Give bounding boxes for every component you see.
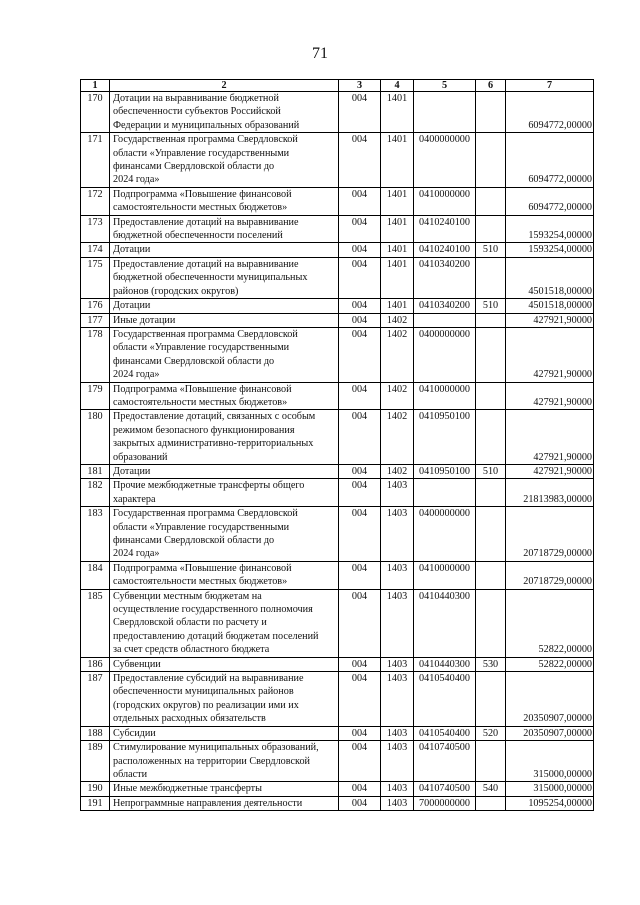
section-code: 1403	[381, 657, 414, 671]
amount: 20350907,00000	[506, 726, 594, 740]
expense-type-code	[476, 215, 506, 243]
description-line: самостоятельности местных бюджетов»	[113, 202, 288, 214]
table-row	[81, 243, 594, 257]
expense-type-code: 520	[476, 726, 506, 740]
row-description	[110, 382, 339, 410]
description-line: Предоставление дотаций на выравнивание	[113, 258, 299, 270]
table-row	[81, 561, 594, 589]
table-row	[81, 92, 594, 133]
row-number: 191	[81, 796, 110, 810]
column-header-6: 6	[476, 80, 506, 92]
target-article-code: 0410000000	[414, 561, 476, 589]
description-line: Иные межбюджетные трансферты	[113, 783, 262, 795]
amount: 427921,90000	[506, 313, 594, 327]
column-header-7: 7	[506, 80, 594, 92]
table-row	[81, 257, 594, 298]
expense-type-code	[476, 479, 506, 507]
description-line: бюджетной обеспеченности поселений	[113, 230, 283, 242]
amount: 6094772,00000	[506, 92, 594, 133]
section-code: 1403	[381, 726, 414, 740]
description-line: области	[113, 768, 148, 780]
description-line: обеспеченности муниципальных районов	[113, 686, 294, 698]
section-code: 1401	[381, 257, 414, 298]
target-article-code: 0410740500	[414, 782, 476, 796]
amount: 1593254,00000	[506, 215, 594, 243]
table-row	[81, 215, 594, 243]
expense-type-code: 510	[476, 299, 506, 313]
amount: 315000,00000	[506, 782, 594, 796]
target-article-code: 0410440300	[414, 589, 476, 657]
ministry-code: 004	[339, 507, 381, 562]
column-header-3: 3	[339, 80, 381, 92]
table-row	[81, 299, 594, 313]
table-row	[81, 726, 594, 740]
row-description	[110, 657, 339, 671]
expense-type-code	[476, 507, 506, 562]
section-code: 1402	[381, 410, 414, 465]
description-line: финансами Свердловской области до	[113, 161, 275, 173]
description-line: Непрограммные направления деятельности	[113, 797, 303, 809]
description-line: (городских округов) по реализации ими их	[113, 699, 299, 711]
description-line: отдельных расходных обязательств	[113, 713, 266, 725]
section-code: 1401	[381, 299, 414, 313]
row-description	[110, 133, 339, 188]
target-article-code: 0410240100	[414, 215, 476, 243]
ministry-code: 004	[339, 313, 381, 327]
row-number: 171	[81, 133, 110, 188]
target-article-code: 0400000000	[414, 327, 476, 382]
section-code: 1401	[381, 243, 414, 257]
table-row	[81, 741, 594, 782]
section-code: 1403	[381, 507, 414, 562]
expense-type-code	[476, 133, 506, 188]
column-header-2: 2	[110, 80, 339, 92]
ministry-code: 004	[339, 243, 381, 257]
description-line: за счет средств областного бюджета	[113, 644, 270, 656]
description-line: Государственная программа Свердловской	[113, 508, 298, 520]
expense-type-code	[476, 410, 506, 465]
description-line: районов (городских округов)	[113, 285, 239, 297]
description-line: Прочие межбюджетные трансферты общего	[113, 480, 305, 492]
description-line: режимом безопасного функционирования	[113, 424, 295, 436]
expense-type-code: 540	[476, 782, 506, 796]
row-number: 174	[81, 243, 110, 257]
row-description	[110, 243, 339, 257]
page-number: 71	[312, 45, 328, 62]
target-article-code: 0400000000	[414, 507, 476, 562]
row-description	[110, 257, 339, 298]
expense-type-code	[476, 561, 506, 589]
table-row	[81, 464, 594, 478]
ministry-code: 004	[339, 327, 381, 382]
section-code: 1403	[381, 741, 414, 782]
row-number: 182	[81, 479, 110, 507]
description-line: Государственная программа Свердловской	[113, 328, 298, 340]
description-line: области «Управление государственными	[113, 521, 290, 533]
table-header-row	[81, 80, 594, 92]
ministry-code: 004	[339, 796, 381, 810]
row-number: 173	[81, 215, 110, 243]
section-code: 1402	[381, 313, 414, 327]
expense-type-code	[476, 589, 506, 657]
row-description	[110, 479, 339, 507]
ministry-code: 004	[339, 657, 381, 671]
ministry-code: 004	[339, 187, 381, 215]
description-line: Дотации	[113, 244, 151, 256]
expense-type-code	[476, 187, 506, 215]
amount: 427921,90000	[506, 410, 594, 465]
row-number: 187	[81, 672, 110, 727]
ministry-code: 004	[339, 299, 381, 313]
ministry-code: 004	[339, 215, 381, 243]
target-article-code: 0410340200	[414, 299, 476, 313]
description-line: Федерации и муниципальных образований	[113, 119, 300, 131]
target-article-code: 0410000000	[414, 382, 476, 410]
table-row	[81, 479, 594, 507]
row-description	[110, 507, 339, 562]
table-row	[81, 672, 594, 727]
description-line: Субвенции местным бюджетам на	[113, 590, 262, 602]
table-row	[81, 410, 594, 465]
ministry-code: 004	[339, 479, 381, 507]
amount: 315000,00000	[506, 741, 594, 782]
amount: 427921,90000	[506, 327, 594, 382]
ministry-code: 004	[339, 133, 381, 188]
row-number: 179	[81, 382, 110, 410]
description-line: Субсидии	[113, 727, 156, 739]
table-row	[81, 187, 594, 215]
section-code: 1402	[381, 382, 414, 410]
row-number: 181	[81, 464, 110, 478]
row-number: 180	[81, 410, 110, 465]
target-article-code: 0410240100	[414, 243, 476, 257]
ministry-code: 004	[339, 561, 381, 589]
amount: 52822,00000	[506, 657, 594, 671]
description-line: Предоставление дотаций, связанных с особым	[113, 411, 316, 423]
description-line: самостоятельности местных бюджетов»	[113, 396, 288, 408]
row-description	[110, 410, 339, 465]
row-description	[110, 187, 339, 215]
section-code: 1403	[381, 782, 414, 796]
table-row	[81, 507, 594, 562]
row-description	[110, 299, 339, 313]
target-article-code: 0410340200	[414, 257, 476, 298]
expense-type-code	[476, 796, 506, 810]
expense-type-code	[476, 327, 506, 382]
table-row	[81, 327, 594, 382]
description-line: Государственная программа Свердловской	[113, 134, 298, 146]
row-description	[110, 726, 339, 740]
column-header-4: 4	[381, 80, 414, 92]
expense-type-code	[476, 257, 506, 298]
row-number: 183	[81, 507, 110, 562]
row-description	[110, 782, 339, 796]
row-description	[110, 215, 339, 243]
expense-type-code	[476, 741, 506, 782]
row-description	[110, 672, 339, 727]
section-code: 1401	[381, 187, 414, 215]
ministry-code: 004	[339, 782, 381, 796]
section-code: 1403	[381, 672, 414, 727]
row-description	[110, 561, 339, 589]
description-line: Субвенции	[113, 658, 161, 670]
section-code: 1401	[381, 133, 414, 188]
ministry-code: 004	[339, 726, 381, 740]
row-number: 177	[81, 313, 110, 327]
expense-type-code: 530	[476, 657, 506, 671]
table-row	[81, 589, 594, 657]
description-line: финансами Свердловской области до	[113, 535, 275, 546]
expense-type-code: 510	[476, 243, 506, 257]
description-line: Предоставление дотаций на выравнивание	[113, 216, 299, 228]
amount: 21813983,00000	[506, 479, 594, 507]
ministry-code: 004	[339, 464, 381, 478]
row-description	[110, 741, 339, 782]
row-number: 172	[81, 187, 110, 215]
amount: 4501518,00000	[506, 299, 594, 313]
expense-type-code	[476, 313, 506, 327]
description-line: Свердловской области по расчету и	[113, 617, 267, 629]
section-code: 1401	[381, 215, 414, 243]
row-description	[110, 796, 339, 810]
description-line: 2024 года»	[113, 548, 160, 560]
target-article-code: 0410950100	[414, 410, 476, 465]
section-code: 1403	[381, 796, 414, 810]
amount: 1095254,00000	[506, 796, 594, 810]
description-line: Иные дотации	[113, 314, 176, 326]
expense-type-code	[476, 382, 506, 410]
row-number: 188	[81, 726, 110, 740]
expense-type-code: 510	[476, 464, 506, 478]
amount: 6094772,00000	[506, 133, 594, 188]
table-row	[81, 133, 594, 188]
row-number: 186	[81, 657, 110, 671]
target-article-code: 0410950100	[414, 464, 476, 478]
section-code: 1403	[381, 561, 414, 589]
budget-table	[80, 79, 594, 811]
description-line: Подпрограмма «Повышение финансовой	[113, 562, 292, 574]
description-line: обеспеченности субъектов Российской	[113, 106, 281, 118]
description-line: Предоставление субсидий на выравнивание	[113, 673, 304, 685]
table-row	[81, 657, 594, 671]
description-line: закрытых административно-территориальных	[113, 438, 314, 450]
table-row	[81, 313, 594, 327]
amount: 427921,90000	[506, 382, 594, 410]
section-code: 1403	[381, 589, 414, 657]
table-body	[81, 92, 594, 811]
description-line: Дотации	[113, 300, 151, 312]
description-line: финансами Свердловской области до	[113, 355, 275, 367]
row-number: 190	[81, 782, 110, 796]
ministry-code: 004	[339, 741, 381, 782]
row-description	[110, 589, 339, 657]
target-article-code: 0410740500	[414, 741, 476, 782]
target-article-code: 0410000000	[414, 187, 476, 215]
expense-type-code	[476, 672, 506, 727]
description-line: Дотации	[113, 465, 151, 477]
description-line: 2024 года»	[113, 369, 160, 381]
description-line: бюджетной обеспеченности муниципальных	[113, 272, 308, 284]
row-description	[110, 464, 339, 478]
table-row	[81, 796, 594, 810]
description-line: области «Управление государственными	[113, 342, 290, 354]
amount: 4501518,00000	[506, 257, 594, 298]
row-number: 185	[81, 589, 110, 657]
description-line: осуществление государственного полномочия	[113, 604, 313, 616]
amount: 427921,90000	[506, 464, 594, 478]
amount: 20718729,00000	[506, 507, 594, 562]
description-line: 2024 года»	[113, 174, 160, 186]
amount: 52822,00000	[506, 589, 594, 657]
row-number: 176	[81, 299, 110, 313]
row-number: 178	[81, 327, 110, 382]
ministry-code: 004	[339, 672, 381, 727]
column-header-5: 5	[414, 80, 476, 92]
table-row	[81, 382, 594, 410]
description-line: самостоятельности местных бюджетов»	[113, 576, 288, 588]
description-line: образований	[113, 451, 168, 463]
description-line: Дотации на выравнивание бюджетной	[113, 93, 279, 104]
target-article-code	[414, 479, 476, 507]
row-description	[110, 92, 339, 133]
description-line: Подпрограмма «Повышение финансовой	[113, 188, 292, 200]
target-article-code: 0400000000	[414, 133, 476, 188]
column-header-1: 1	[81, 80, 110, 92]
amount: 6094772,00000	[506, 187, 594, 215]
description-line: Подпрограмма «Повышение финансовой	[113, 383, 292, 395]
target-article-code: 0410440300	[414, 657, 476, 671]
ministry-code: 004	[339, 92, 381, 133]
row-number: 175	[81, 257, 110, 298]
description-line: Стимулирование муниципальных образований,	[113, 742, 319, 754]
target-article-code: 0410540400	[414, 672, 476, 727]
description-line: предоставлению дотаций бюджетам поселений	[113, 630, 319, 642]
expense-type-code	[476, 92, 506, 133]
row-number: 170	[81, 92, 110, 133]
section-code: 1402	[381, 327, 414, 382]
ministry-code: 004	[339, 382, 381, 410]
amount: 1593254,00000	[506, 243, 594, 257]
amount: 20350907,00000	[506, 672, 594, 727]
target-article-code: 7000000000	[414, 796, 476, 810]
description-line: характера	[113, 493, 156, 505]
description-line: области «Управление государственными	[113, 147, 290, 159]
ministry-code: 004	[339, 410, 381, 465]
target-article-code: 0410540400	[414, 726, 476, 740]
row-number: 189	[81, 741, 110, 782]
target-article-code	[414, 313, 476, 327]
row-description	[110, 327, 339, 382]
amount: 20718729,00000	[506, 561, 594, 589]
table-row	[81, 782, 594, 796]
description-line: расположенных на территории Свердловской	[113, 755, 311, 767]
row-description	[110, 313, 339, 327]
section-code: 1403	[381, 479, 414, 507]
row-number: 184	[81, 561, 110, 589]
section-code: 1401	[381, 92, 414, 133]
target-article-code	[414, 92, 476, 133]
section-code: 1402	[381, 464, 414, 478]
ministry-code: 004	[339, 589, 381, 657]
ministry-code: 004	[339, 257, 381, 298]
